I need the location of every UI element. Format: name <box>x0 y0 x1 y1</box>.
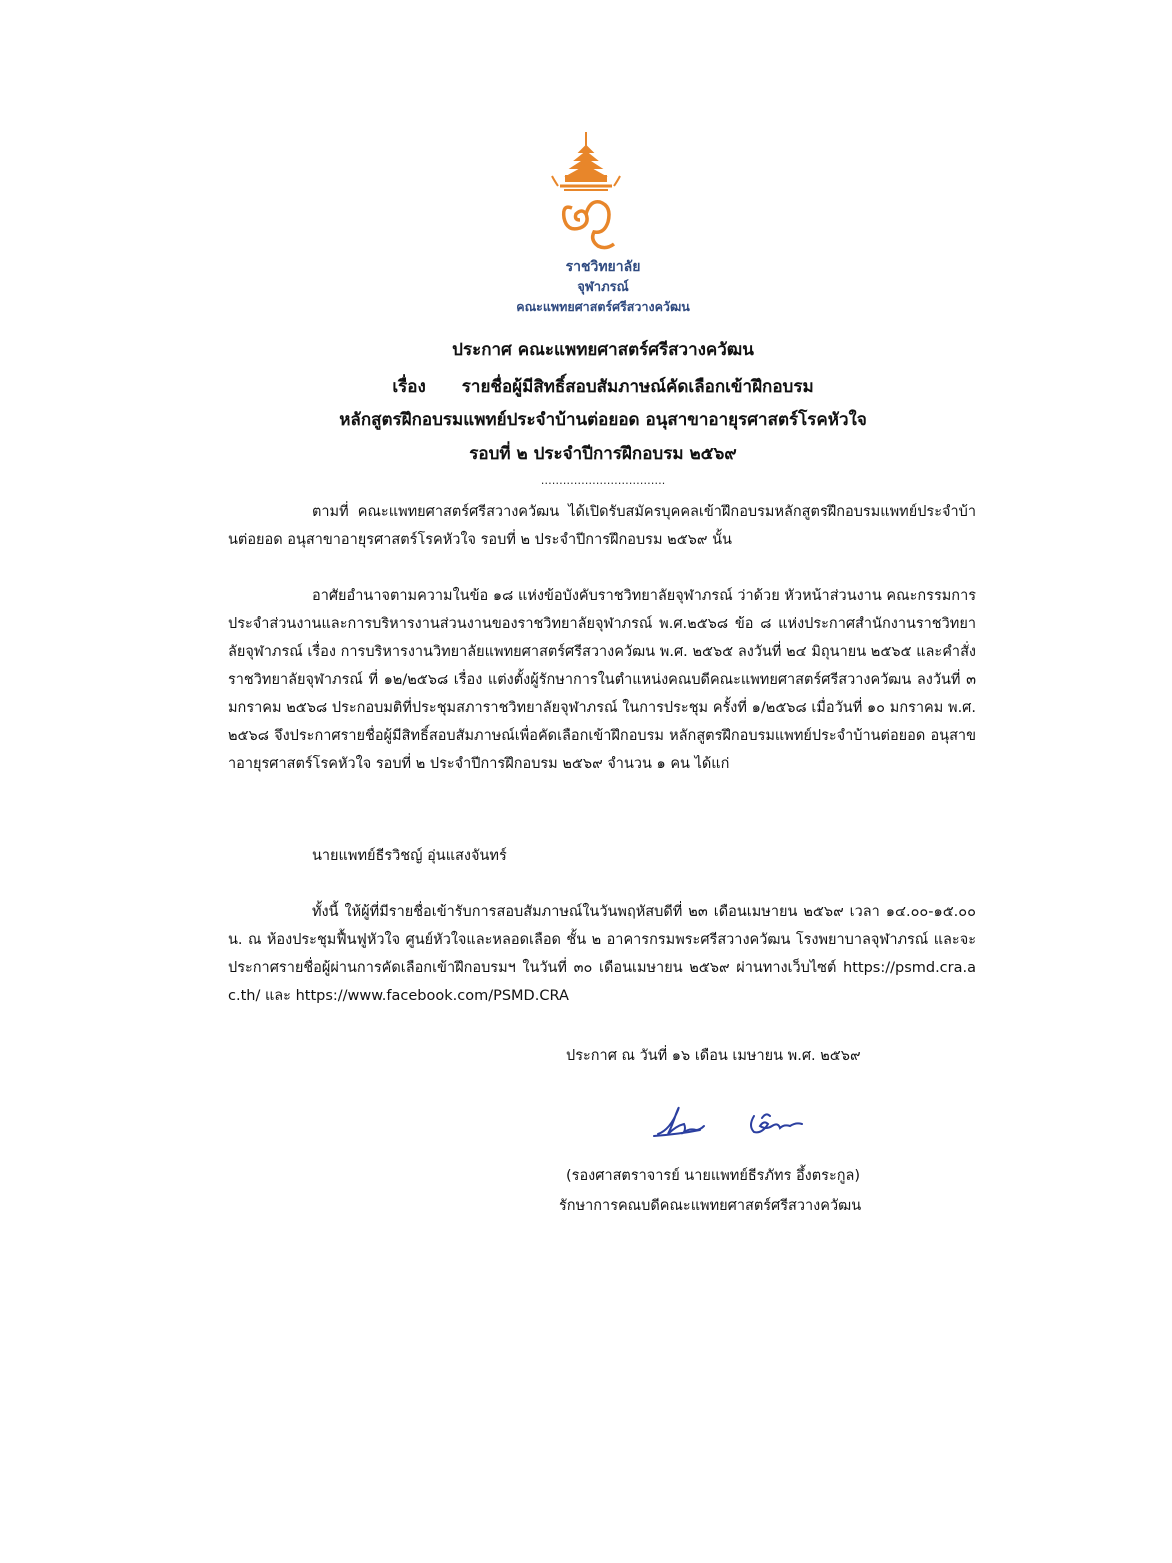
announcement-round: รอบที่ ๒ ประจำปีการฝึกอบรม ๒๕๖๙ <box>469 444 737 464</box>
paragraph-schedule: ทั้งนี้ ให้ผู้ที่มีรายชื่อเข้ารับการสอบสัมภาษณ์ในวันพฤหัสบดีที่ ๒๓ เดือนเมษายน ๒๕๖๙ เวลา ๑๔.๐๐-๑๕.๐๐ น. ณ ห้องประชุมฟื้นฟูหัวใจ ศูนย์หัวใจและหลอดเลือด ชั้น ๒ อาคารกรมพระศรีสวางควัฒน โรงพยาบาลจุฬาภรณ์ และจะประกาศรายชื่อผู้ผ่านการคัดเลือกเข้าฝึกอบรมฯ ในวันที่ ๓๐ เดือนเมษายน ๒๕๖๙ ผ่านทางเว็บไซต์ https://psmd.cra.ac.th/ และ https://www.facebook.com/PSMD.CRA <box>228 904 976 1004</box>
paragraph-intro: ตามที่ คณะแพทยศาสตร์ศรีสวางควัฒน ได้เปิดรับสมัครบุคคลเข้าฝึกอบรมหลักสูตรฝึกอบรมแพทย์ประจำบ้านต่อยอด อนุสาขาอายุรศาสตร์โรคหัวใจ รอบที่ ๒ ประจำปีการฝึกอบรม ๒๕๖๙ นั้น <box>228 504 976 548</box>
signer-title: รักษาการคณบดีคณะแพทยศาสตร์ศรีสวางควัฒน <box>559 1198 862 1214</box>
heading-divider: ……………………………. <box>540 474 666 487</box>
proclamation-date: ประกาศ ณ วันที่ ๑๖ เดือน เมษายน พ.ศ. ๒๕๖๙ <box>566 1048 861 1064</box>
logo-faculty: คณะแพทยศาสตร์ศรีสวางควัฒน <box>516 299 690 314</box>
announcement-subject <box>17 373 1172 400</box>
signature-image <box>650 1100 810 1144</box>
paragraph-authority: อาศัยอำนาจตามความในข้อ ๑๘ แห่งข้อบังคับราชวิทยาลัยจุฬาภรณ์ ว่าด้วย หัวหน้าส่วนงาน คณะกรรมการประจำส่วนงานและการบริหารงานส่วนงานของราชวิทยาลัยจุฬาภรณ์ พ.ศ.๒๕๖๘ ข้อ ๘ แห่งประกาศสำนักงานราชวิทยาลัยจุฬาภรณ์ เรื่อง การบริหารงานวิทยาลัยแพทยศาสตร์ศรีสวางควัฒน พ.ศ. ๒๕๖๕ ลงวันที่ ๒๔ มิถุนายน ๒๕๖๕ และคำสั่งราชวิทยาลัยจุฬาภรณ์ ที่ ๑๒/๒๕๖๘ เรื่อง แต่งตั้งผู้รักษาการในตำแหน่งคณบดีคณะแพทยศาสตร์ศรีสวางควัฒน ลงวันที่ ๓ มกราคม ๒๕๖๘ ประกอบมติที่ประชุมสภาราชวิทยาลัยจุฬาภรณ์ ในการประชุม ครั้งที่ ๑/๒๕๖๘ เมื่อวันที่ ๑๐ มกราคม พ.ศ. ๒๕๖๘ จึงประกาศรายชื่อผู้มีสิทธิ์สอบสัมภาษณ์เพื่อคัดเลือกเข้าฝึกอบรม หลักสูตรฝึกอบรมแพทย์ประจำบ้านต่อยอด อนุสาขาอายุรศาสตร์โรคหัวใจ รอบที่ ๒ ประจำปีการฝึกอบรม ๒๕๖๙ จำนวน ๑ คน ได้แก่ <box>228 588 976 772</box>
announcement-program: หลักสูตรฝึกอบรมแพทย์ประจำบ้านต่อยอด อนุสาขาอายุรศาสตร์โรคหัวใจ <box>339 410 867 430</box>
announcement-title: ประกาศ คณะแพทยศาสตร์ศรีสวางควัฒน <box>452 340 754 360</box>
subject-text: รายชื่อผู้มีสิทธิ์สอบสัมภาษณ์คัดเลือกเข้าฝึกอบรม <box>461 377 814 397</box>
candidate-name: นายแพทย์ธีรวิชญ์ อุ่นแสงจันทร์ <box>312 848 507 864</box>
signer-name: (รองศาสตราจารย์ นายแพทย์ธีรภัทร อึ้งตระกูล) <box>566 1168 861 1184</box>
logo-title: ราชวิทยาลัย <box>565 259 641 275</box>
subject-label: เรื่อง <box>392 377 426 397</box>
logo-subtitle: จุฬาภรณ์ <box>577 280 629 295</box>
college-emblem-icon <box>540 128 632 258</box>
